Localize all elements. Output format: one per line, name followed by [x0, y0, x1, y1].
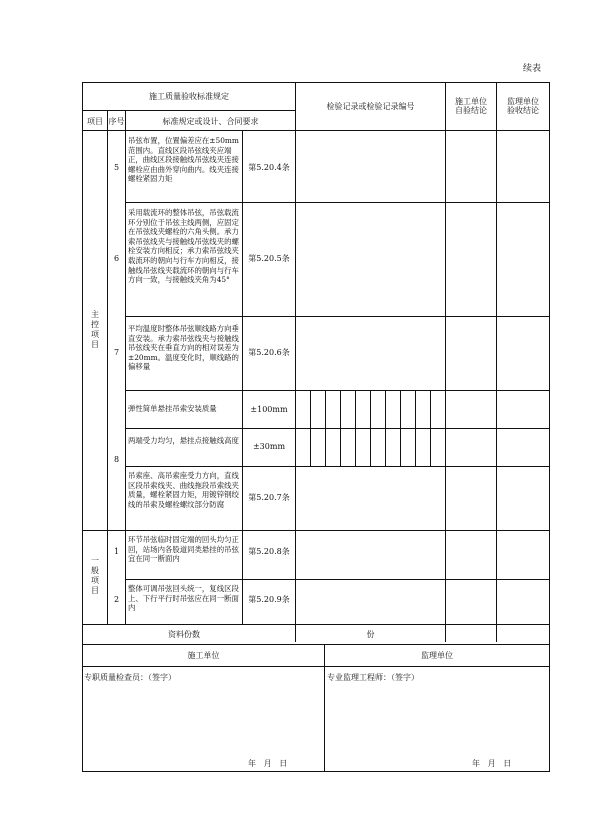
row-seq: 7 [113, 348, 120, 357]
engineer-signature: 专业监理工程师：（签字） [327, 673, 419, 682]
border-top [82, 82, 550, 83]
border-right [549, 82, 550, 772]
section-general: 一般项目 [91, 556, 99, 595]
row-seq: 5 [113, 163, 120, 172]
row-clause: ±100mm [250, 405, 288, 414]
row-seq: 6 [113, 254, 120, 263]
row-text: 吊弦布置，位置偏差应在±50mm范围内。直线区段吊弦线夹应端正，曲线区段接触线吊弦线夹连接螺栓应由曲外穿向曲内。线夹连接螺栓紧固力矩 [128, 136, 239, 184]
copies-unit: 份 [366, 630, 375, 639]
continued-label: 续表 [523, 64, 542, 74]
record-header: 检验记录或检验记录编号 [326, 102, 415, 111]
constructor-header: 施工单位 自验结论 [455, 97, 487, 115]
supervisor-header: 监理单位 验收结论 [507, 97, 539, 115]
std-group-header: 施工质量验收标准规定 [149, 92, 229, 101]
border-bottom [82, 771, 550, 772]
border-left [82, 82, 83, 772]
row-text: 吊索座、高吊索座受力方向，直线区段吊索线夹、曲线拖段吊索线夹质量，螺栓紧固力矩，用镀锌钢绞线的吊索及螺栓螺纹部分防腐 [128, 471, 239, 509]
row-text: 环节吊弦临时固定端的回头均匀正回，站场内各股道同类悬挂的吊弦宜在同一断面内 [128, 535, 239, 564]
row-seq: 8 [113, 455, 120, 464]
row-text: 采用载流环的整体吊弦，吊弦载流环分别位于吊弦主线两侧，应固定在吊弦线夹螺栓的六角头侧。承力索吊弦线夹与接触线吊弦线夹的螺栓安装方向相反；承力索吊弦线夹载流环的朝向与行车方向相反，接触线吊弦线夹载流环的朝向与行车方向一致，与接触线夹角为45° [128, 208, 239, 285]
row-seq: 2 [113, 595, 120, 604]
copies-label: 资料份数 [168, 630, 200, 639]
row-clause: 第5.20.6条 [248, 348, 290, 357]
row-clause: 第5.20.9条 [248, 595, 290, 604]
date-right: 年 月 日 [472, 759, 512, 768]
row-clause: 第5.20.7条 [248, 493, 290, 502]
row-clause: 第5.20.5条 [248, 254, 290, 263]
row-clause: ±30mm [252, 442, 286, 451]
supervisor-signature-title: 监理单位 [421, 651, 453, 660]
seq-header: 序号 [108, 117, 125, 126]
row-text: 平均温度时整体吊弦顺线路方向垂直安装。承力索吊弦线夹与接触线吊弦线夹在垂直方向的相对误差为±20mm。温度变化时，顺线路的偏移量 [128, 324, 239, 372]
row-clause: 第5.20.4条 [248, 163, 290, 172]
date-left: 年 月 日 [248, 759, 288, 768]
row-text: 两端受力均匀，悬挂点接触线高度 [128, 436, 239, 445]
item-header: 项目 [87, 117, 103, 126]
row-text: 整体可调吊弦回头统一，复线区段上、下行平行时吊弦应在同一断面内 [128, 584, 239, 613]
row-seq: 1 [113, 547, 120, 556]
section-main: 主控项目 [91, 310, 99, 349]
row-text: 弹性简单悬挂吊索安装质量 [128, 404, 217, 413]
standard-header: 标准规定或设计、合同要求 [162, 117, 259, 126]
row-clause: 第5.20.8条 [248, 547, 290, 556]
inspector-signature: 专职质量检查员：（签字） [84, 673, 176, 682]
constructor-signature-title: 施工单位 [187, 651, 220, 660]
